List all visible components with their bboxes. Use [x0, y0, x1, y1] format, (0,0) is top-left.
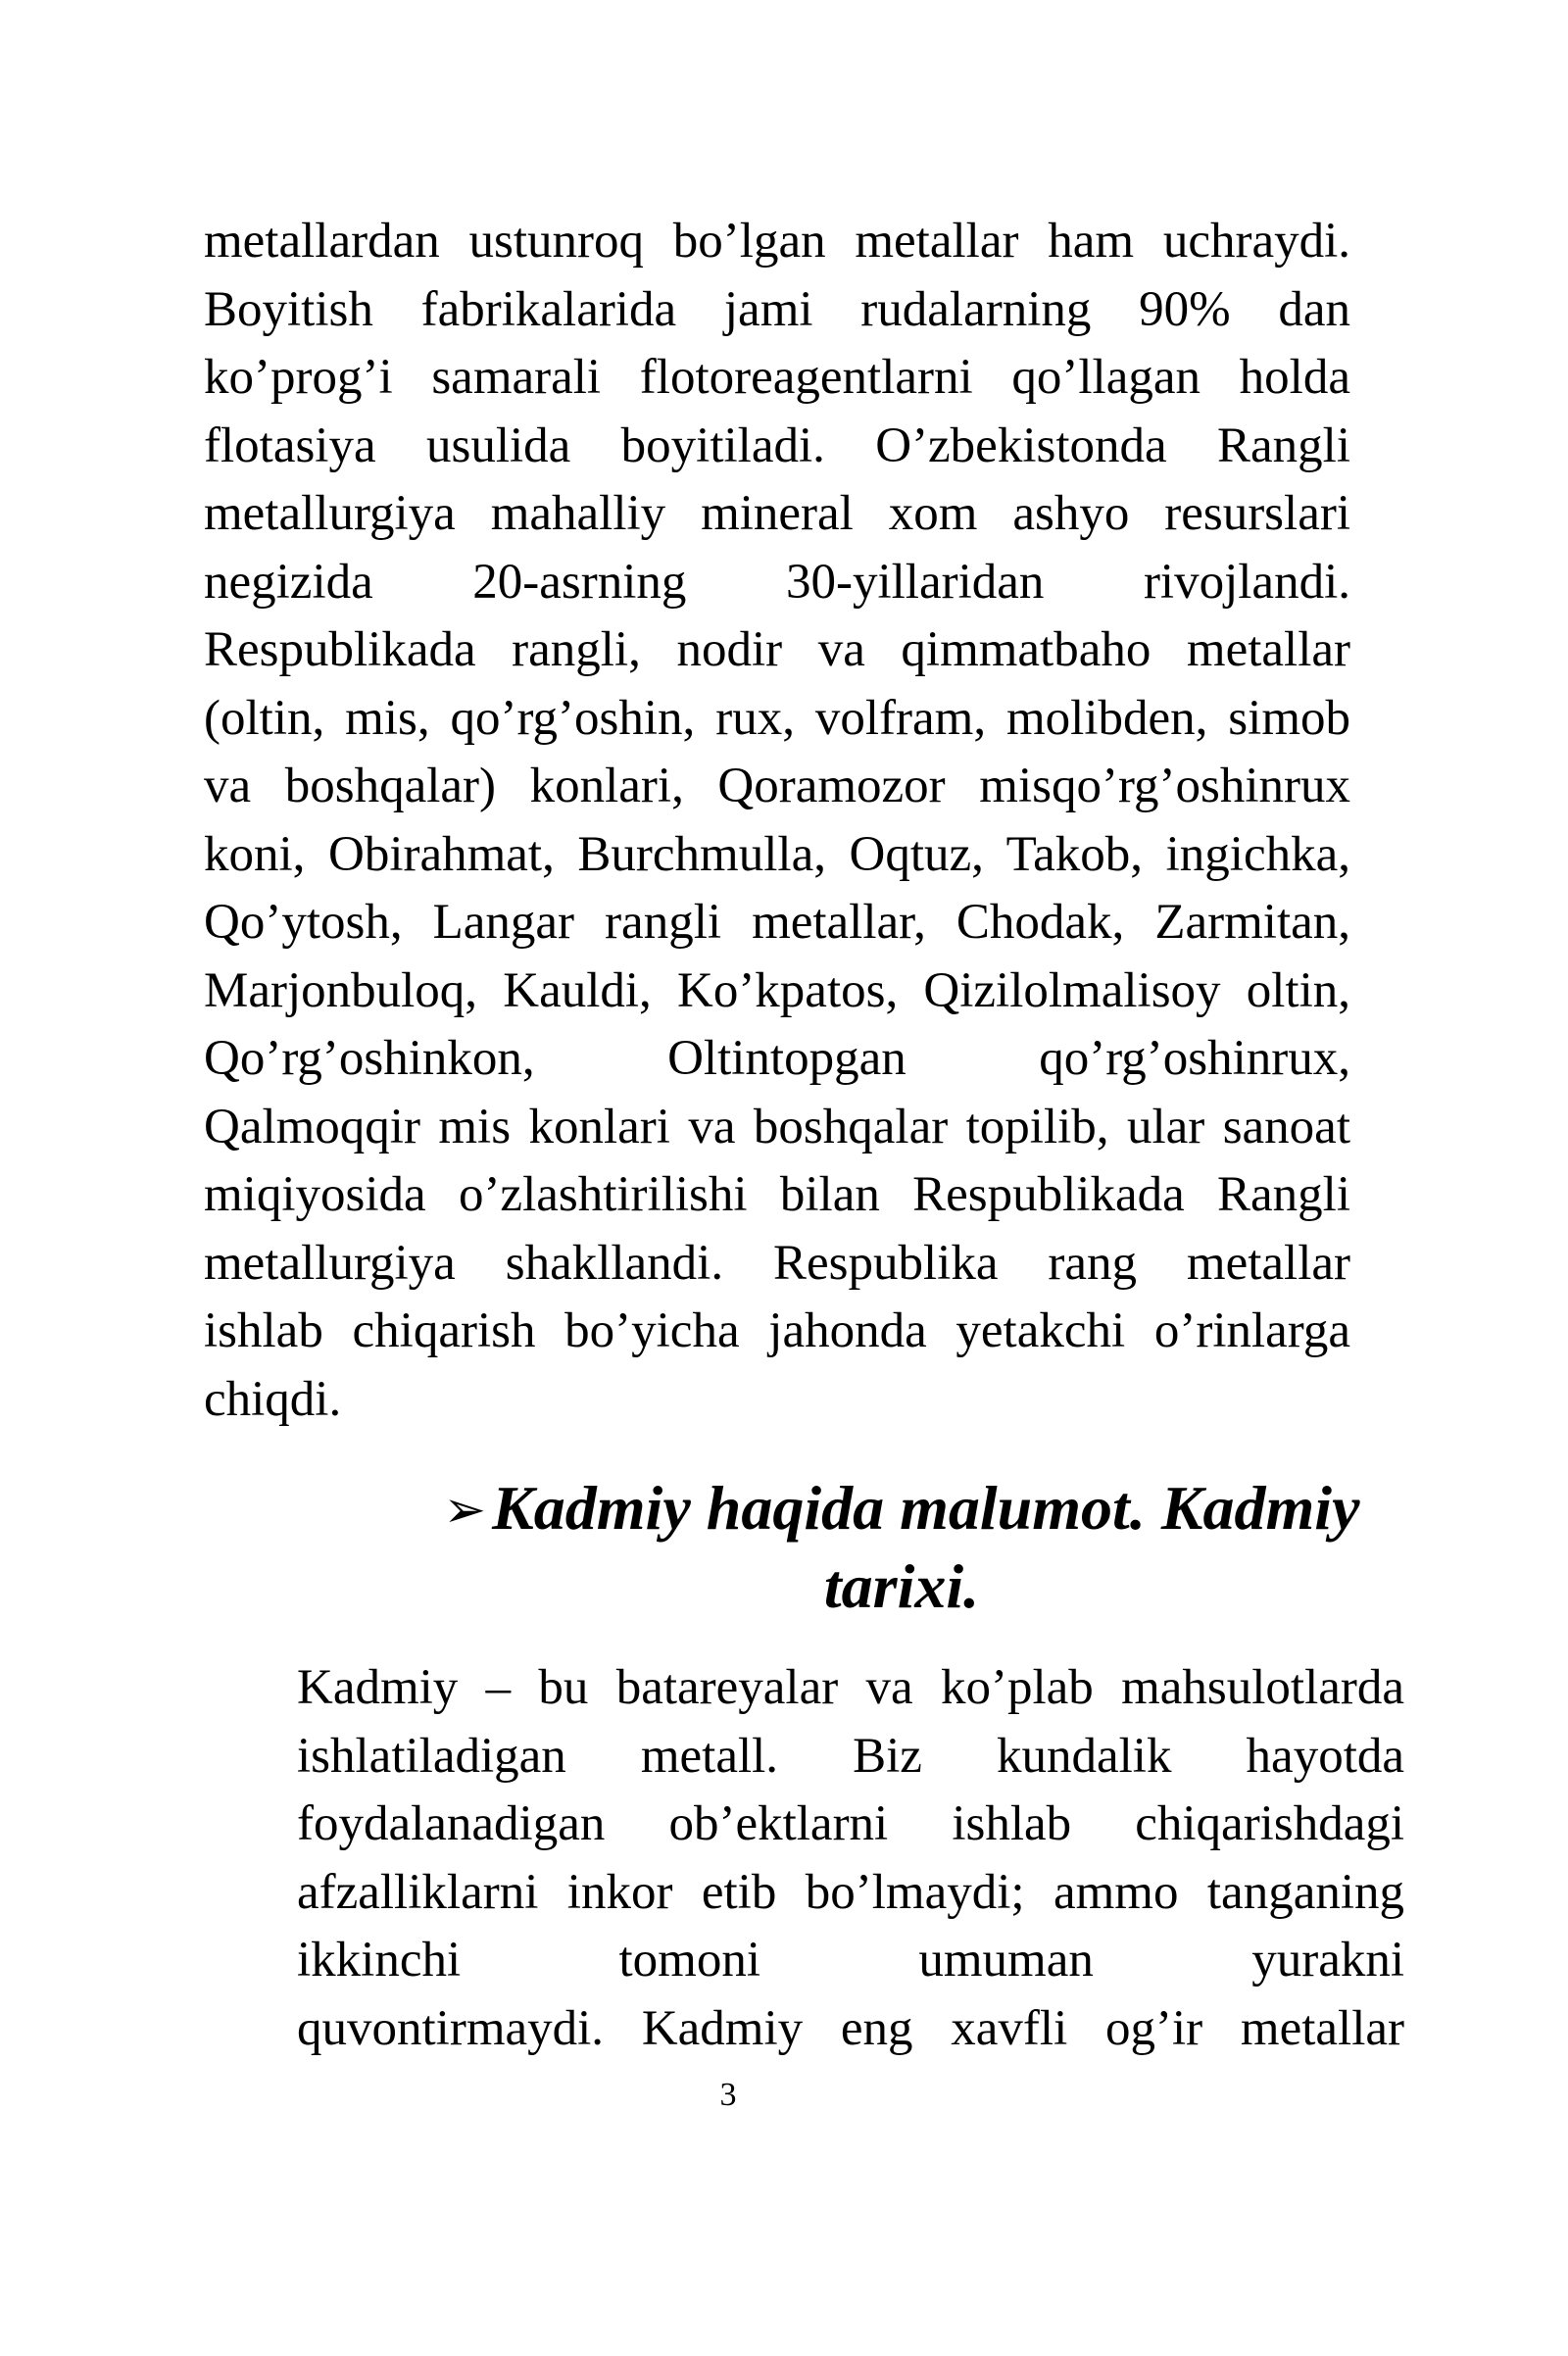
- text-line: Qo’ytosh, Langar rangli metallar, Chodak, Zarmitan,: [204, 895, 1350, 950]
- section-heading-line-2: tarixi.: [823, 1551, 980, 1621]
- text-line: chiqdi.: [204, 1371, 342, 1427]
- arrowhead-bullet-icon: ➢: [443, 1481, 487, 1540]
- paragraph-cadmium: [297, 1654, 1404, 2063]
- text-line: koni, Obirahmat, Burchmulla, Oqtuz, Takob, ingichka,: [204, 826, 1350, 882]
- text-line: Qo’rg’oshinkon, Oltintopgan qo’rg’oshinrux,: [204, 1031, 1350, 1086]
- text-line: (oltin, mis, qo’rg’oshin, rux, volfram, molibden, simob: [204, 690, 1350, 746]
- text-line: Boyitish fabrikalarida jami rudalarning 90% dan: [204, 281, 1350, 337]
- text-line: Kadmiy – bu batareyalar va ko’plab mahsulotlarda: [297, 1660, 1404, 1715]
- text-line: flotasiya usulida boyitiladi. O’zbekistonda Rangli: [204, 417, 1350, 473]
- text-line: quvontirmaydi. Kadmiy eng xavfli og’ir metallar: [297, 2000, 1404, 2056]
- text-line: afzalliklarni inkor etib bo’lmaydi; ammo tanganing: [297, 1864, 1404, 1920]
- text-line: va boshqalar) konlari, Qoramozor misqo’rg’oshinrux: [204, 759, 1350, 813]
- text-line: ishlatiladigan metall. Biz kundalik hayotda: [297, 1728, 1404, 1784]
- section-heading-line-1: [392, 1470, 1411, 1548]
- text-line: ishlab chiqarish bo’yicha jahonda yetakchi o’rinlarga: [204, 1303, 1350, 1358]
- text-line: Marjonbuloq, Kauldi, Ko’kpatos, Qizilolmalisoy oltin,: [204, 962, 1350, 1018]
- text-line: ko’prog’i samarali flotoreagentlarni qo’llagan holda: [204, 350, 1350, 405]
- text-line: negizida 20-asrning 30-yillaridan rivojlandi.: [204, 554, 1350, 610]
- page-number: 3: [719, 2077, 737, 2113]
- section-heading-text: Kadmiy haqida malumot. Kadmiy: [492, 1473, 1360, 1543]
- text-line: foydalanadigan ob’ektlarni ishlab chiqarishdagi: [297, 1796, 1404, 1851]
- text-line: metallardan ustunroq bo’lgan metallar ham uchraydi.: [204, 214, 1350, 269]
- section-heading: [392, 1470, 1411, 1625]
- paragraph-metallurgy: [204, 208, 1350, 1434]
- text-line: metallurgiya mahalliy mineral xom ashyo resurslari: [204, 486, 1350, 541]
- text-line: miqiyosida o’zlashtirilishi bilan Respublikada Rangli: [204, 1167, 1350, 1222]
- text-line: ikkinchi tomoni umuman yurakni: [297, 1933, 1404, 1988]
- text-line: Respublikada rangli, nodir va qimmatbaho metallar: [204, 622, 1350, 677]
- text-line: Qalmoqqir mis konlari va boshqalar topilib, ular sanoat: [204, 1099, 1350, 1154]
- text-line: metallurgiya shakllandi. Respublika rang metallar: [204, 1235, 1350, 1291]
